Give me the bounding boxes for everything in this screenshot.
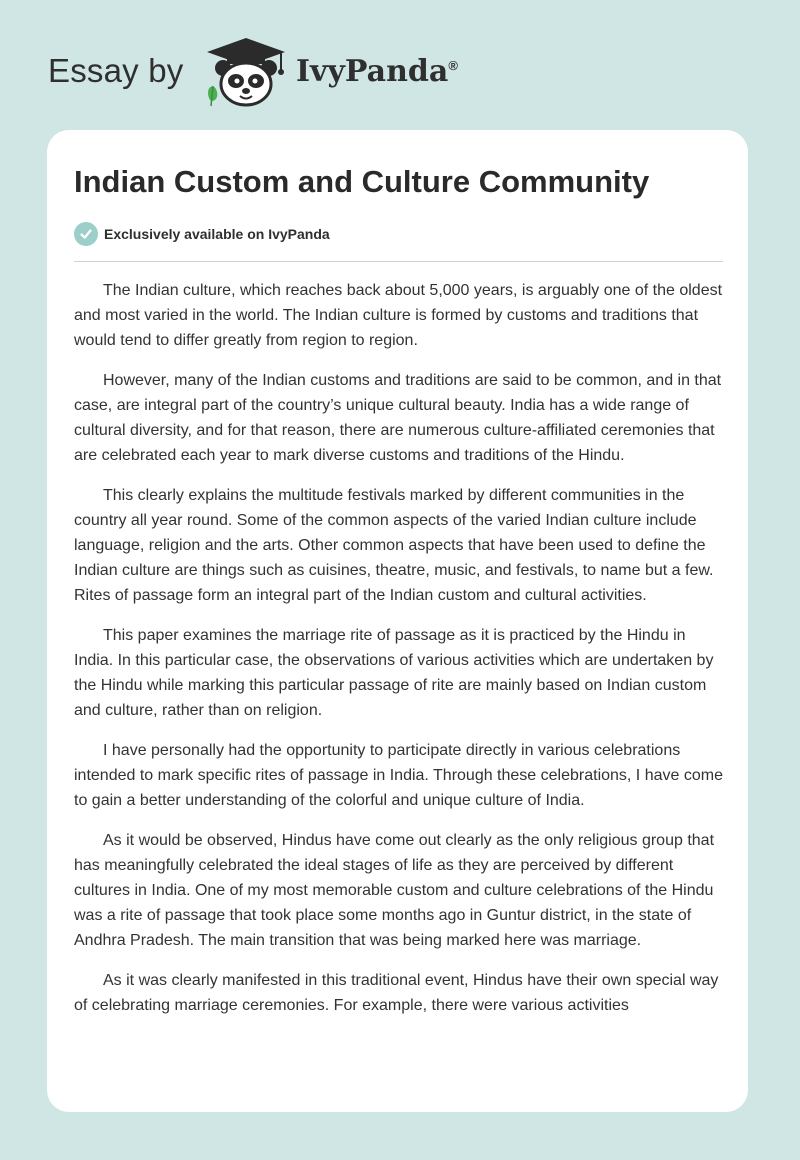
paragraph: However, many of the Indian customs and traditions are said to be common, and in that case, are integral part of the country’s unique cultural beauty. India has a wide range of cultural diversity, and for that reason, there are numerous culture-affiliated ceremonies that are celebrated each year to mark diverse customs and traditions of the Hindu. <box>74 372 722 464</box>
paragraph: I have personally had the opportunity to participate directly in various celebrations intended to mark specific rites of passage in India. Through these celebrations, I have come to gain a better understanding of the colorful and unique culture of India. <box>74 742 723 809</box>
badge-text: Exclusively available on IvyPanda <box>104 226 330 242</box>
divider <box>74 261 723 262</box>
essay-body <box>74 278 726 1033</box>
exclusive-badge <box>74 222 330 246</box>
brand-name[interactable]: IvyPanda® <box>296 54 458 89</box>
paragraph: As it would be observed, Hindus have come out clearly as the only religious group that has meaningfully celebrated the ideal stages of life as they are perceived by different cultures in India. One of my most memorable custom and culture celebrations of the Hindu was a rite of passage that took place some months ago in Guntur district, in the state of Andhra Pradesh. The main transition that was being marked here was marriage. <box>74 832 715 949</box>
paragraph: This clearly explains the multitude festivals marked by different communities in the country all year round. Some of the common aspects of the varied Indian culture include language, religion and the arts. Other common aspects that have been used to define the Indian culture are things such as cuisines, theatre, music, and festivals, to name but a few. Rites of passage form an integral part of the Indian custom and cultural activities. <box>74 487 714 604</box>
panda-logo-icon[interactable] <box>203 36 289 108</box>
essay-by-label: Essay by <box>48 52 184 89</box>
paragraph: The Indian culture, which reaches back about 5,000 years, is arguably one of the oldest and most varied in the world. The Indian culture is formed by customs and traditions that would tend to differ greatly from region to region. <box>74 282 723 349</box>
site-header <box>48 34 528 110</box>
check-icon <box>74 222 98 246</box>
page-title: Indian Custom and Culture Community <box>74 164 650 199</box>
essay-card <box>47 130 748 1112</box>
registered-mark: ® <box>448 58 458 73</box>
paragraph: This paper examines the marriage rite of passage as it is practiced by the Hindu in India. In this particular case, the observations of various activities which are undertaken by the Hindu while marking this particular passage of rite are mainly based on Indian custom and culture, rather than on religion. <box>74 627 714 719</box>
paragraph: As it was clearly manifested in this traditional event, Hindus have their own special way of celebrating marriage ceremonies. For example, there were various activities <box>74 972 719 1014</box>
